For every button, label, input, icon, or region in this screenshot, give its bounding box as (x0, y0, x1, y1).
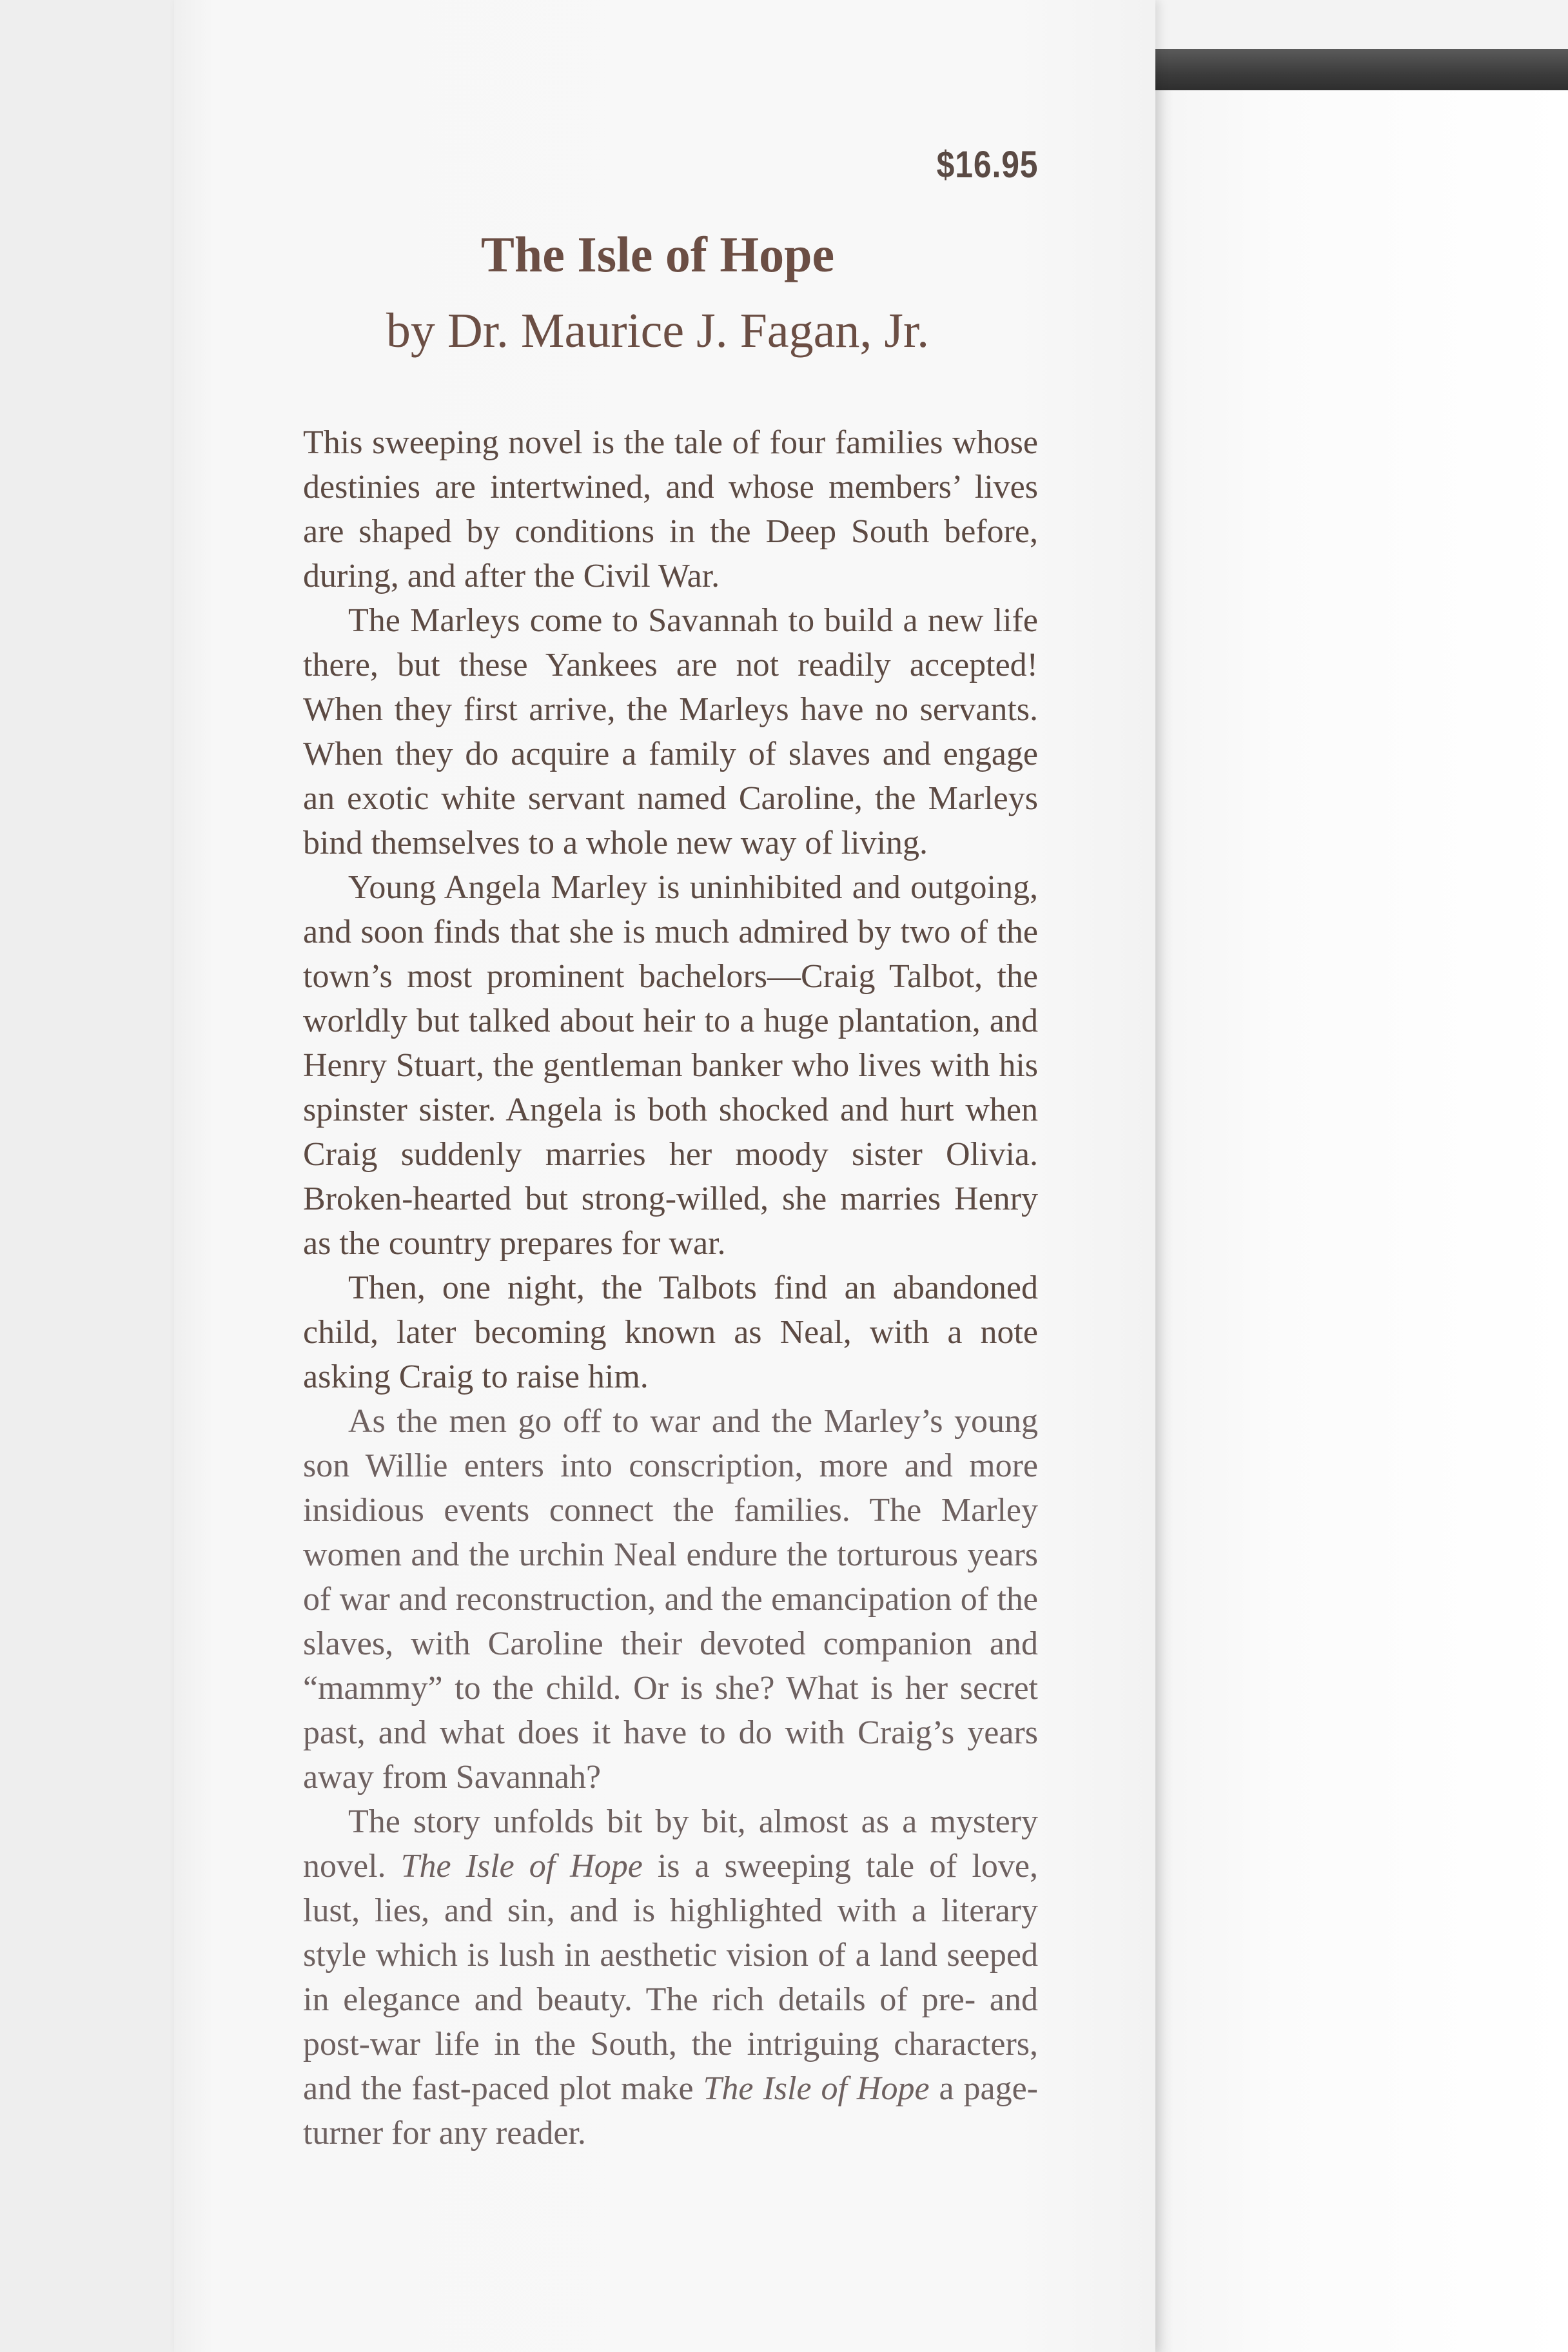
price-label: $16.95 (936, 144, 1038, 186)
book-top-edge (1148, 0, 1568, 49)
paragraph-4: Then, one night, the Talbots find an abandoned child, later becoming known as Neal, with a note asking Craig to raise him. (303, 1269, 1038, 1395)
book-author: by Dr. Maurice J. Fagan, Jr. (386, 304, 930, 358)
paragraph-6-text-c: a page-turner for any reader. (303, 2070, 1038, 2151)
paragraph-6-title-b: The Isle of Hope (703, 2070, 930, 2107)
background-left (0, 0, 174, 2352)
book-page-behind (1148, 52, 1568, 2352)
flap-copy (303, 420, 1038, 2155)
paragraph-2: The Marleys come to Savannah to build a new life there, but these Yankees are not readily accepted! When they first arrive, the Marleys have no servants. When they do acquire a family of slaves and engage an exotic white servant named Caroline, the Marleys bind themselves to a whole new way of living. (303, 602, 1038, 861)
paragraph-6-text-a: The story unfolds bit by bit, almost as a mystery novel. (303, 1803, 1038, 1885)
paragraph-6 (303, 1799, 1038, 2155)
paragraph-3: Young Angela Marley is uninhibited and outgoing, and soon finds that she is much admired by two of the town’s most prominent bachelors—Craig Talbot, the worldly but talked about heir to a huge plantation, and Henry Stuart, the gentleman banker who lives with his spinster sister. Angela is both shocked and hurt when Craig suddenly marries her moody sister Olivia. Broken-hearted but strong-willed, she marries Henry as the country prepares for war. (303, 869, 1038, 1262)
book-cover-edge (1154, 49, 1568, 90)
paragraph-5: As the men go off to war and the Marley’s young son Willie enters into conscription, more and more insidious events connect the families. The Marley women and the urchin Neal endure the torturous years of war and reconstruction, and the emancipation of the slaves, with Caroline their devoted companion and “mammy” to the child. Or is she? What is her secret past, and what does it have to do with Craig’s years away from Savannah? (303, 1403, 1038, 1796)
paragraph-6-text-b: is a sweeping tale of love, lust, lies, and sin, and is highlighted with a literary style which is lush in aesthetic vision of a land seeped in elegance and beauty. The rich details of pre- and post-war life in the South, the intriguing characters, and the fast-paced plot make (303, 1848, 1038, 2107)
book-title: The Isle of Hope (480, 226, 835, 282)
paragraph-1: This sweeping novel is the tale of four families whose destinies are intertwined, and whose members’ lives are shaped by conditions in the Deep South before, during, and after the Civil War. (303, 424, 1038, 594)
paragraph-6-title-a: The Isle of Hope (400, 1848, 643, 1885)
